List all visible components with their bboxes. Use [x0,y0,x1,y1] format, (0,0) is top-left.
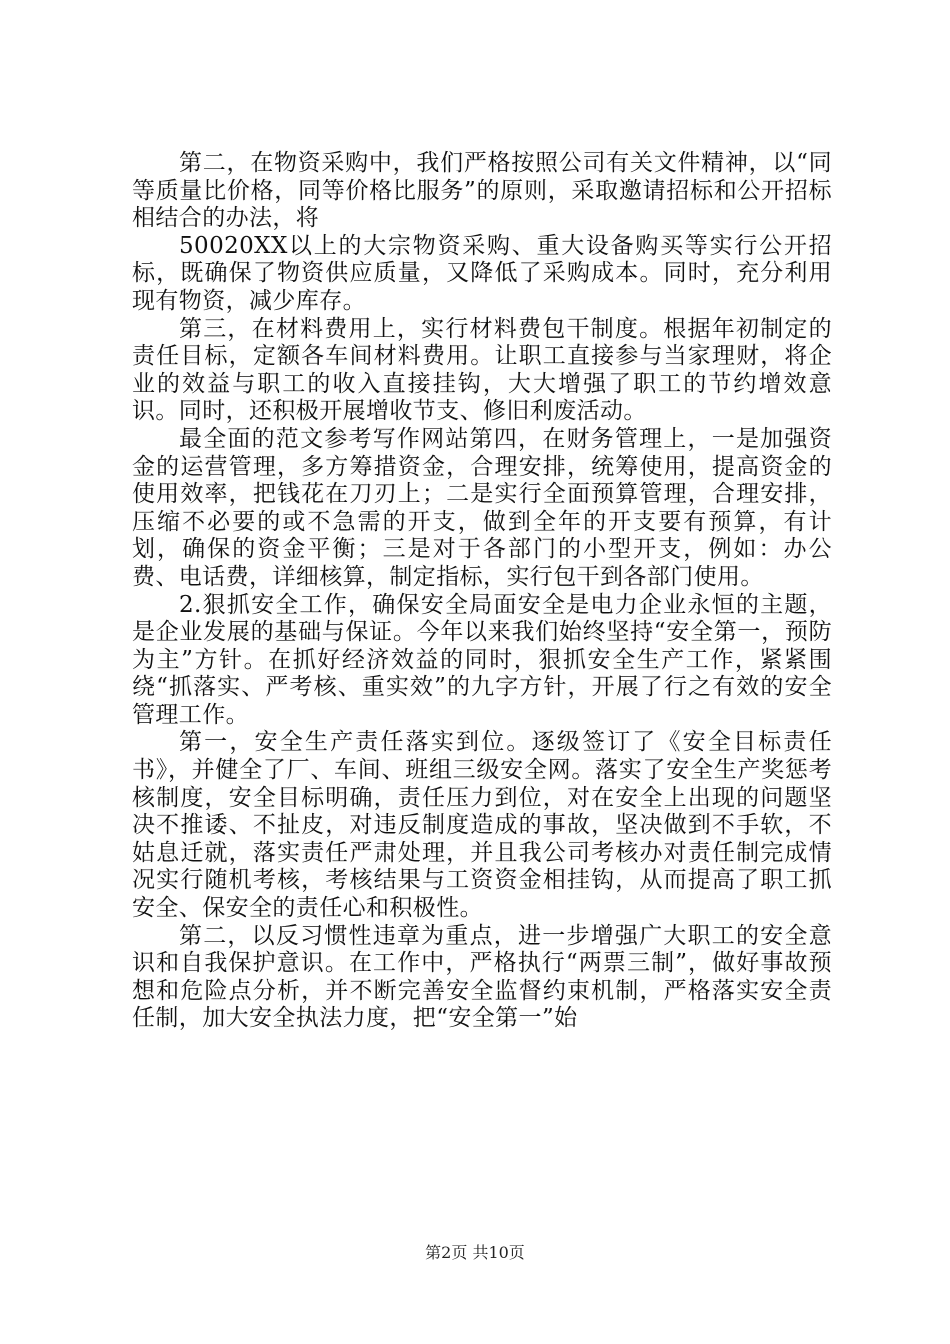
paragraph-safety-responsibility: 第一，安全生产责任落实到位。逐级签订了《安全目标责任书》，并健全了厂、车间、班组三级安全网。落实了安全生产奖惩考核制度，安全目标明确，责任压力到位，对在安全上出现的问题坚决不推诿、不扯皮，对违反制度造成的事故，坚决做到不手软，不姑息迁就，落实责任严肃处理，并且我公司考核办对责任制完成情况实行随机考核，考核结果与工资资金相挂钩，从而提高了职工抓安全、保安全的责任心和积极性。 [132,729,832,922]
paragraph-anti-violation: 第二，以反习惯性违章为重点，进一步增强广大职工的安全意识和自我保护意识。在工作中，严格执行“两票三制”，做好事故预想和危险点分析，并不断完善安全监督约束机制，严格落实安全责任制，加大安全执法力度，把“安全第一”始 [132,922,832,1032]
document-body [132,150,832,1033]
paragraph-safety-work: 2.狠抓安全工作，确保安全局面安全是电力企业永恒的主题，是企业发展的基础与保证。今年以来我们始终坚持“安全第一，预防为主”方针。在抓好经济效益的同时，狠抓安全生产工作，紧紧围绕“抓落实、严考核、重实效”的九字方针，开展了行之有效的安全管理工作。 [132,591,832,728]
paragraph-financial-management: 最全面的范文参考写作网站第四，在财务管理上，一是加强资金的运营管理，多方筹措资金，合理安排，统筹使用，提高资金的使用效率，把钱花在刀刃上；二是实行全面预算管理，合理安排，压缩不必要的或不急需的开支，做到全年的开支要有预算，有计划，确保的资金平衡；三是对于各部门的小型开支，例如：办公费、电话费，详细核算，制定指标，实行包干到各部门使用。 [132,425,832,590]
paragraph-procurement: 第二，在物资采购中，我们严格按照公司有关文件精神，以“同等质量比价格，同等价格比服务”的原则，采取邀请招标和公开招标相结合的办法，将 [132,150,832,232]
paragraph-procurement-continued: 50020XX以上的大宗物资采购、重大设备购买等实行公开招标，既确保了物资供应质量，又降低了采购成本。同时，充分利用现有物资，减少库存。 [132,232,832,314]
paragraph-material-costs: 第三，在材料费用上，实行材料费包干制度。根据年初制定的责任目标，定额各车间材料费用。让职工直接参与当家理财，将企业的效益与职工的收入直接挂钩，大大增强了职工的节约增效意识。同时，还积极开展增收节支、修旧利废活动。 [132,315,832,425]
page-footer: 第2页 共10页 [425,1243,525,1262]
